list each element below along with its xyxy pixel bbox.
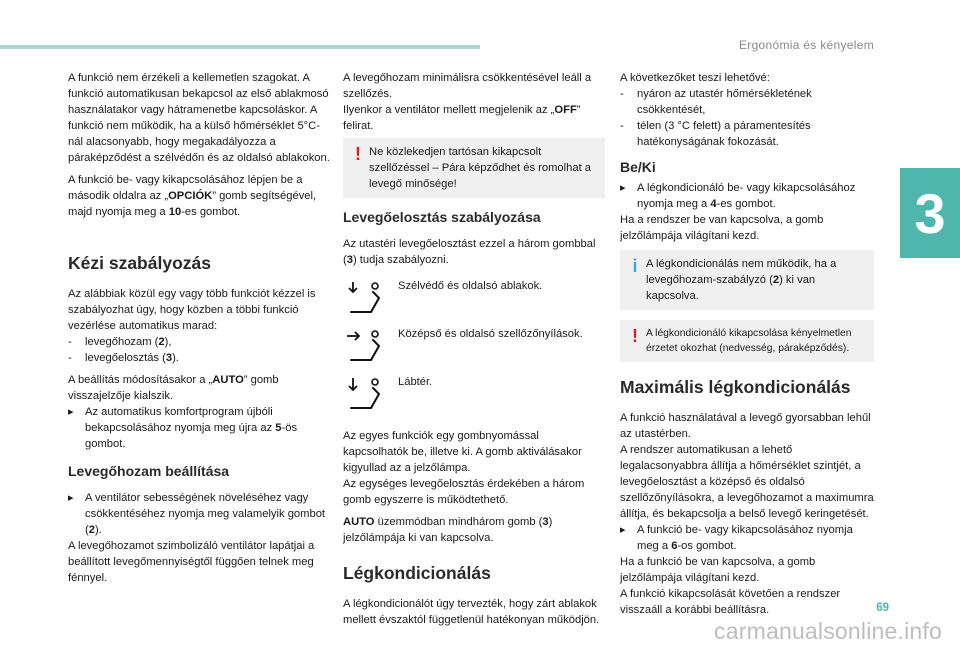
warning-note: ! A légkondicionáló kikapcsolása kényelmetlen érzetet okozhat (nedvesség, páraképződés). xyxy=(620,320,874,362)
paragraph: Az egyes funkciók egy gombnyomással kapcsolhatók be, illetve ki. A gomb aktiválásakor kigyullad az a jelzőlámpa. xyxy=(343,430,582,474)
paragraph: Ha a funkció be van kapcsolva, a gomb jelzőlámpája világítani kezd. xyxy=(620,556,816,584)
header-accent-bar xyxy=(0,45,480,49)
paragraph: A beállítás módosításakor a „AUTO” gomb visszajelzője kialszik. xyxy=(68,374,279,402)
column-3 xyxy=(620,70,874,624)
heading-max-air-conditioning: Maximális légkondicionálás xyxy=(620,377,851,397)
paragraph: Ha a rendszer be van kapcsolva, a gomb jelzőlámpája világítani kezd. xyxy=(620,214,824,242)
list-item: - télen (3 °C felett) a páramentesítés hatékonyságának fokozását. xyxy=(620,120,811,148)
list-item: - levegőhozam (2), xyxy=(68,336,172,348)
windscreen-airflow-icon xyxy=(343,278,387,318)
distribution-option-vents: Középső és oldalsó szellőzőnyílások. xyxy=(343,326,605,366)
warning-icon: ! xyxy=(355,144,361,164)
paragraph: Ilyenkor a ventilátor mellett megjelenik az „OFF” felirat. xyxy=(343,104,581,132)
list-item: - nyáron az utastér hőmérsékletének csökkentését, xyxy=(620,88,812,116)
footwell-airflow-icon xyxy=(343,374,387,414)
bullet-icon: ▸ xyxy=(68,492,74,504)
instruction-item: ▸ A ventilátor sebességének növeléséhez vagy csökkentéséhez nyomja meg valamelyik gombot (2). xyxy=(68,492,326,536)
warning-icon: ! xyxy=(632,326,638,346)
distribution-option-footwell: Lábtér. xyxy=(343,374,605,414)
chapter-tab xyxy=(900,168,960,258)
warning-note: ! Ne közlekedjen tartósan kikapcsolt szellőzéssel – Pára képződhet és romolhat a levegő minősége! xyxy=(343,138,605,198)
instruction-item: ▸ Az automatikus komfortprogram újbóli bekapcsolásához nyomja meg újra az 5-ös gombot. xyxy=(68,406,298,450)
paragraph: A funkció nem érzékeli a kellemetlen szagokat. A funkció automatikusan bekapcsol az első ablakmosó használatakor vagy hátramenetbe kapcsoláskor. A funkció nem működik, ha a külső hőmérséklet 5°C-nál alacsonyabb, hogy megakadályozza a páraképződést a szélvédőn és az oldalsó ablakokon. xyxy=(68,72,330,164)
paragraph: A funkció használatával a levegő gyorsabban lehűl az utastérben. xyxy=(620,412,871,440)
page-number: 69 xyxy=(876,602,889,614)
heading-on-off: Be/Ki xyxy=(620,159,656,175)
paragraph: A funkció be- vagy kikapcsolásához lépjen be a második oldalra az „OPCIÓK” gomb segítségével, majd nyomja meg a 10-es gombot. xyxy=(68,174,317,218)
vents-airflow-icon xyxy=(343,326,387,366)
info-note: i A légkondicionálás nem működik, ha a levegőhozam-szabályzó (2) ki van kapcsolva. xyxy=(620,250,874,310)
instruction-item: ▸ A funkció be- vagy kikapcsolásához nyomja meg a 6-os gombot. xyxy=(620,524,853,552)
paragraph: AUTO üzemmódban mindhárom gomb (3) jelzőlámpája ki van kapcsolva. xyxy=(343,516,553,544)
paragraph: A rendszer automatikusan a lehető legalacsonyabbra állítja a hőmérséklet szintjét, a levegőelosztást a középső és oldalsó szellőzőnyílásokra, a levegőhozamot a maximumra állítja, és bekapcsolja a belső levegő keringetését. xyxy=(620,444,874,520)
column-2 xyxy=(343,70,605,634)
heading-airflow: Levegőhozam beállítása xyxy=(68,463,230,479)
paragraph: Az alábbiak közül egy vagy több funkciót kézzel is szabályozhat úgy, hogy közben a többi funkció vezérlése automatikus marad: xyxy=(68,288,316,332)
chapter-number: 3 xyxy=(914,181,946,245)
paragraph: Az egységes levegőelosztás érdekében a három gomb egyszerre is működtethető. xyxy=(343,478,585,506)
instruction-item: ▸ A légkondicionáló be- vagy kikapcsolásához nyomja meg a 4-es gombot. xyxy=(620,182,856,210)
paragraph: A légkondicionálót úgy tervezték, hogy zárt ablakok mellett évszaktól függetlenül hatékonyan működjön. xyxy=(343,598,600,626)
distribution-option-windscreen: Szélvédő és oldalsó ablakok. xyxy=(343,278,605,318)
list-item: - levegőelosztás (3). xyxy=(68,352,179,364)
section-header-title: Ergonómia és kényelem xyxy=(738,38,874,52)
bullet-icon: ▸ xyxy=(68,406,74,418)
heading-air-distribution: Levegőelosztás szabályozása xyxy=(343,209,541,225)
paragraph: A funkció kikapcsolását követően a rendszer visszaáll a korábbi beállításra. xyxy=(620,588,841,616)
info-icon: i xyxy=(632,256,638,276)
paragraph: Az utastéri levegőelosztást ezzel a három gombbal (3) tudja szabályozni. xyxy=(343,238,596,266)
paragraph: A levegőhozam minimálisra csökkentésével leáll a szellőzés. xyxy=(343,72,592,100)
heading-air-conditioning: Légkondicionálás xyxy=(343,563,491,583)
watermark: carmanualsonline.info xyxy=(714,618,942,644)
paragraph: A következőket teszi lehetővé: xyxy=(620,72,770,84)
bullet-icon: ▸ xyxy=(620,524,626,536)
heading-manual-control: Kézi szabályozás xyxy=(68,253,211,273)
paragraph: A levegőhozamot szimbolizáló ventilátor lapátjai a beállított levegőmennyiségtől függően telnek meg fénnyel. xyxy=(68,540,315,584)
bullet-icon: ▸ xyxy=(620,182,626,194)
column-1 xyxy=(68,70,330,592)
